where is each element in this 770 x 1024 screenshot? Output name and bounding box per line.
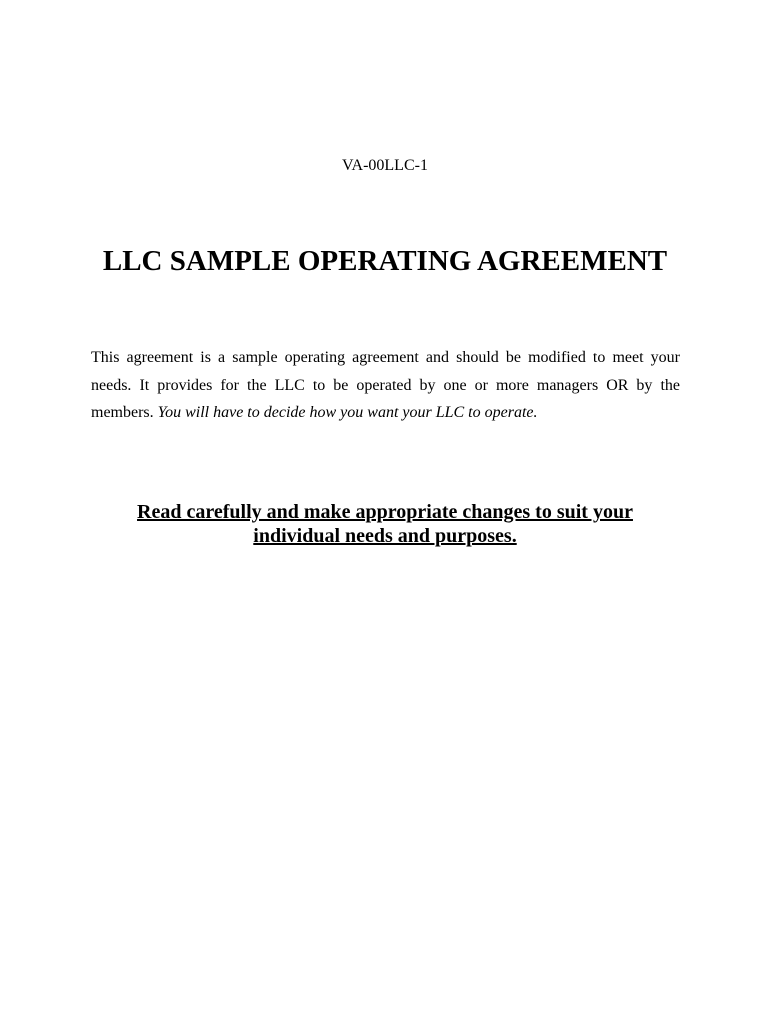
form-code: VA-00LLC-1 — [342, 157, 428, 174]
intro-paragraph — [91, 344, 680, 427]
notice-line-1: Read carefully and make appropriate changes to suit your — [137, 501, 633, 523]
document-title: LLC SAMPLE OPERATING AGREEMENT — [102, 245, 668, 277]
notice-line-2: individual needs and purposes. — [253, 525, 517, 547]
intro-text: This agreement is a sample operating agreement and should be modified to meet your needs. It provides for the LLC to be operated by one or more managers OR by the members. — [91, 349, 680, 421]
notice-heading — [0, 500, 770, 548]
intro-emphasis: You will have to decide how you want your LLC to operate. — [157, 404, 538, 421]
